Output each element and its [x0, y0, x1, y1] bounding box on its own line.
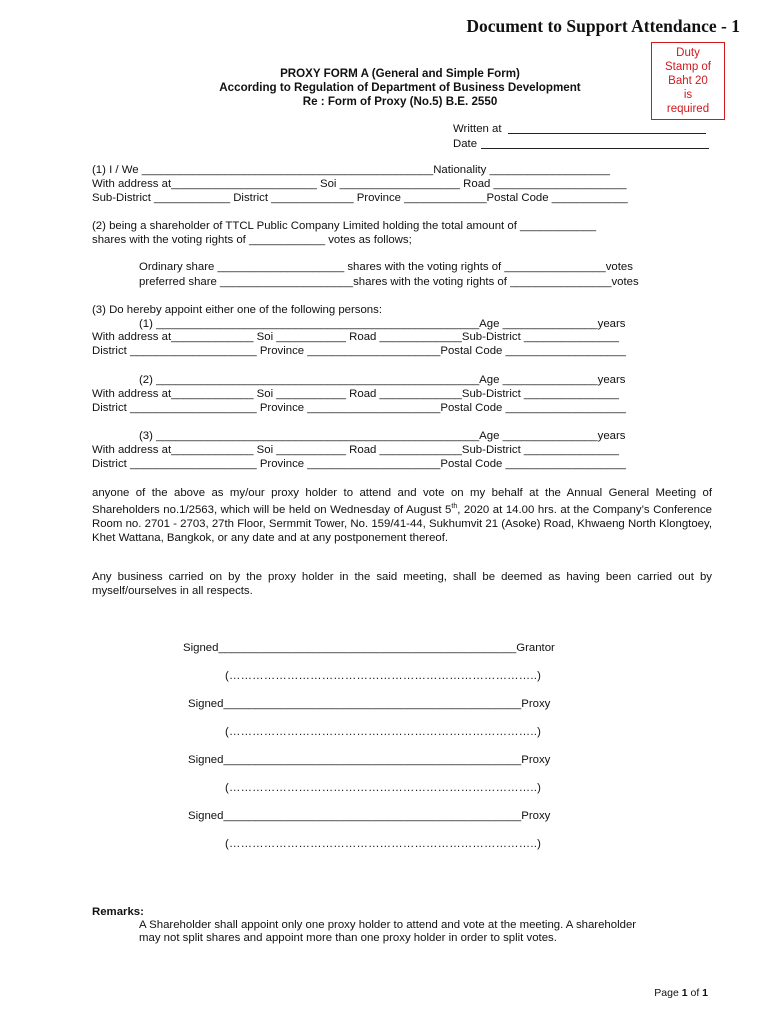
- proxy1-district-line[interactable]: District ____________________ Province _____________________Postal Code ___________________: [92, 345, 626, 357]
- meeting-text-a: anyone of the above as my/our proxy holder to attend and vote on my behalf at the Annual General Meeting of Shareholders no.1/2563, which will be held on Wednesday of August 5: [92, 487, 712, 516]
- section1-grantor-line[interactable]: (1) I / We ______________________________________________Nationality ___________________: [92, 164, 610, 176]
- page-mid: of: [687, 987, 703, 999]
- section1-district-line[interactable]: Sub-District ____________ District _____________ Province _____________Postal Code ____________: [92, 192, 628, 204]
- role-label: Grantor: [516, 642, 555, 654]
- proxy3-district-line[interactable]: District ____________________ Province _____________________Postal Code ___________________: [92, 458, 626, 470]
- signed-label: Signed: [188, 754, 224, 766]
- proxy2-printed-name[interactable]: (……………………………………………………………………..): [225, 782, 542, 794]
- stamp-line: Duty: [676, 47, 700, 59]
- date-label: Date: [453, 138, 478, 150]
- proxy2-signature-line[interactable]: [188, 754, 550, 766]
- business-paragraph: Any business carried on by the proxy holder in the said meeting, shall be deemed as having been carried out by myself/ourselves in all respects.: [92, 571, 712, 598]
- grantor-signature-line[interactable]: [183, 642, 555, 654]
- meeting-text-b: , 2020 at 14.00 hrs. at the Company’s Conference Room no. 2701 - 2703, 27th Floor, Sermmit Tower, No. 159/41-44, Sukhumvit 21 (Asoke) Road, Khwaeng North Klongtoey, Khet Wattana, Bangkok, or any date and at any postponement thereof.: [92, 504, 712, 545]
- signed-label: Signed: [183, 642, 219, 654]
- written-at-field[interactable]: [453, 122, 706, 135]
- proxy1-address-line[interactable]: With address at_____________ Soi ___________ Road _____________Sub-District _______________: [92, 331, 619, 343]
- signed-label: Signed: [188, 810, 224, 822]
- page-current: 1: [681, 987, 688, 999]
- form-reference: Re : Form of Proxy (No.5) B.E. 2550: [302, 95, 498, 108]
- preferred-share-line[interactable]: preferred share _____________________shares with the voting rights of ________________votes: [139, 276, 639, 288]
- signature-blank[interactable]: _______________________________________________: [223, 698, 522, 710]
- form-title: PROXY FORM A (General and Simple Form): [280, 67, 520, 80]
- proxy3-signature-line[interactable]: [188, 810, 550, 822]
- stamp-line: Stamp of: [664, 61, 712, 73]
- stamp-line: Baht 20: [668, 75, 708, 87]
- proxy3-address-line[interactable]: With address at_____________ Soi ___________ Road _____________Sub-District _______________: [92, 444, 619, 456]
- section2-shareholding-line[interactable]: (2) being a shareholder of TTCL Public Company Limited holding the total amount of ____________: [92, 220, 597, 232]
- written-at-label: Written at: [453, 123, 502, 135]
- proxy1-printed-name[interactable]: (……………………………………………………………………..): [225, 726, 542, 738]
- section3-intro: (3) Do hereby appoint either one of the following persons:: [92, 304, 383, 316]
- remarks-line: A Shareholder shall appoint only one proxy holder to attend and vote at the meeting. A shareholder: [139, 919, 637, 931]
- ordinary-share-line[interactable]: Ordinary share ____________________ shares with the voting rights of ________________votes: [139, 261, 633, 273]
- proxy3-printed-name[interactable]: (……………………………………………………………………..): [225, 838, 542, 850]
- proxy1-signature-line[interactable]: [188, 698, 550, 710]
- stamp-line: is: [683, 89, 693, 101]
- proxy2-district-line[interactable]: District ____________________ Province _____________________Postal Code ___________________: [92, 402, 626, 414]
- signature-blank[interactable]: _______________________________________________: [223, 810, 522, 822]
- signed-label: Signed: [188, 698, 224, 710]
- date-blank[interactable]: [481, 137, 709, 149]
- stamp-line: required: [666, 103, 710, 115]
- section2-voting-line[interactable]: shares with the voting rights of ____________ votes as follows;: [92, 234, 412, 246]
- remarks-line: may not split shares and appoint more than one proxy holder in order to split votes.: [139, 932, 557, 944]
- signature-blank[interactable]: _______________________________________________: [223, 754, 522, 766]
- document-label: Document to Support Attendance - 1: [466, 16, 740, 36]
- written-at-blank[interactable]: [508, 122, 706, 134]
- role-label: Proxy: [521, 810, 551, 822]
- role-label: Proxy: [521, 698, 551, 710]
- page-number: [654, 987, 708, 999]
- form-subtitle: According to Regulation of Department of Business Development: [219, 81, 581, 94]
- ordinal-suffix: th: [451, 503, 458, 511]
- meeting-paragraph: [92, 486, 712, 546]
- role-label: Proxy: [521, 754, 551, 766]
- grantor-printed-name[interactable]: (……………………………………………………………………..): [225, 670, 542, 682]
- remarks-label: Remarks:: [92, 906, 144, 918]
- proxy2-address-line[interactable]: With address at_____________ Soi ___________ Road _____________Sub-District _______________: [92, 388, 619, 400]
- proxy1-name-line[interactable]: (1) ___________________________________________________Age _______________years: [139, 318, 626, 330]
- proxy2-name-line[interactable]: (2) ___________________________________________________Age _______________years: [139, 374, 626, 386]
- date-field[interactable]: [453, 137, 709, 150]
- page-total: 1: [702, 987, 708, 999]
- proxy3-name-line[interactable]: (3) ___________________________________________________Age _______________years: [139, 430, 626, 442]
- section1-address-line[interactable]: With address at_______________________ Soi ___________________ Road _____________________: [92, 178, 627, 190]
- page-prefix: Page: [654, 987, 682, 999]
- signature-blank[interactable]: _______________________________________________: [218, 642, 517, 654]
